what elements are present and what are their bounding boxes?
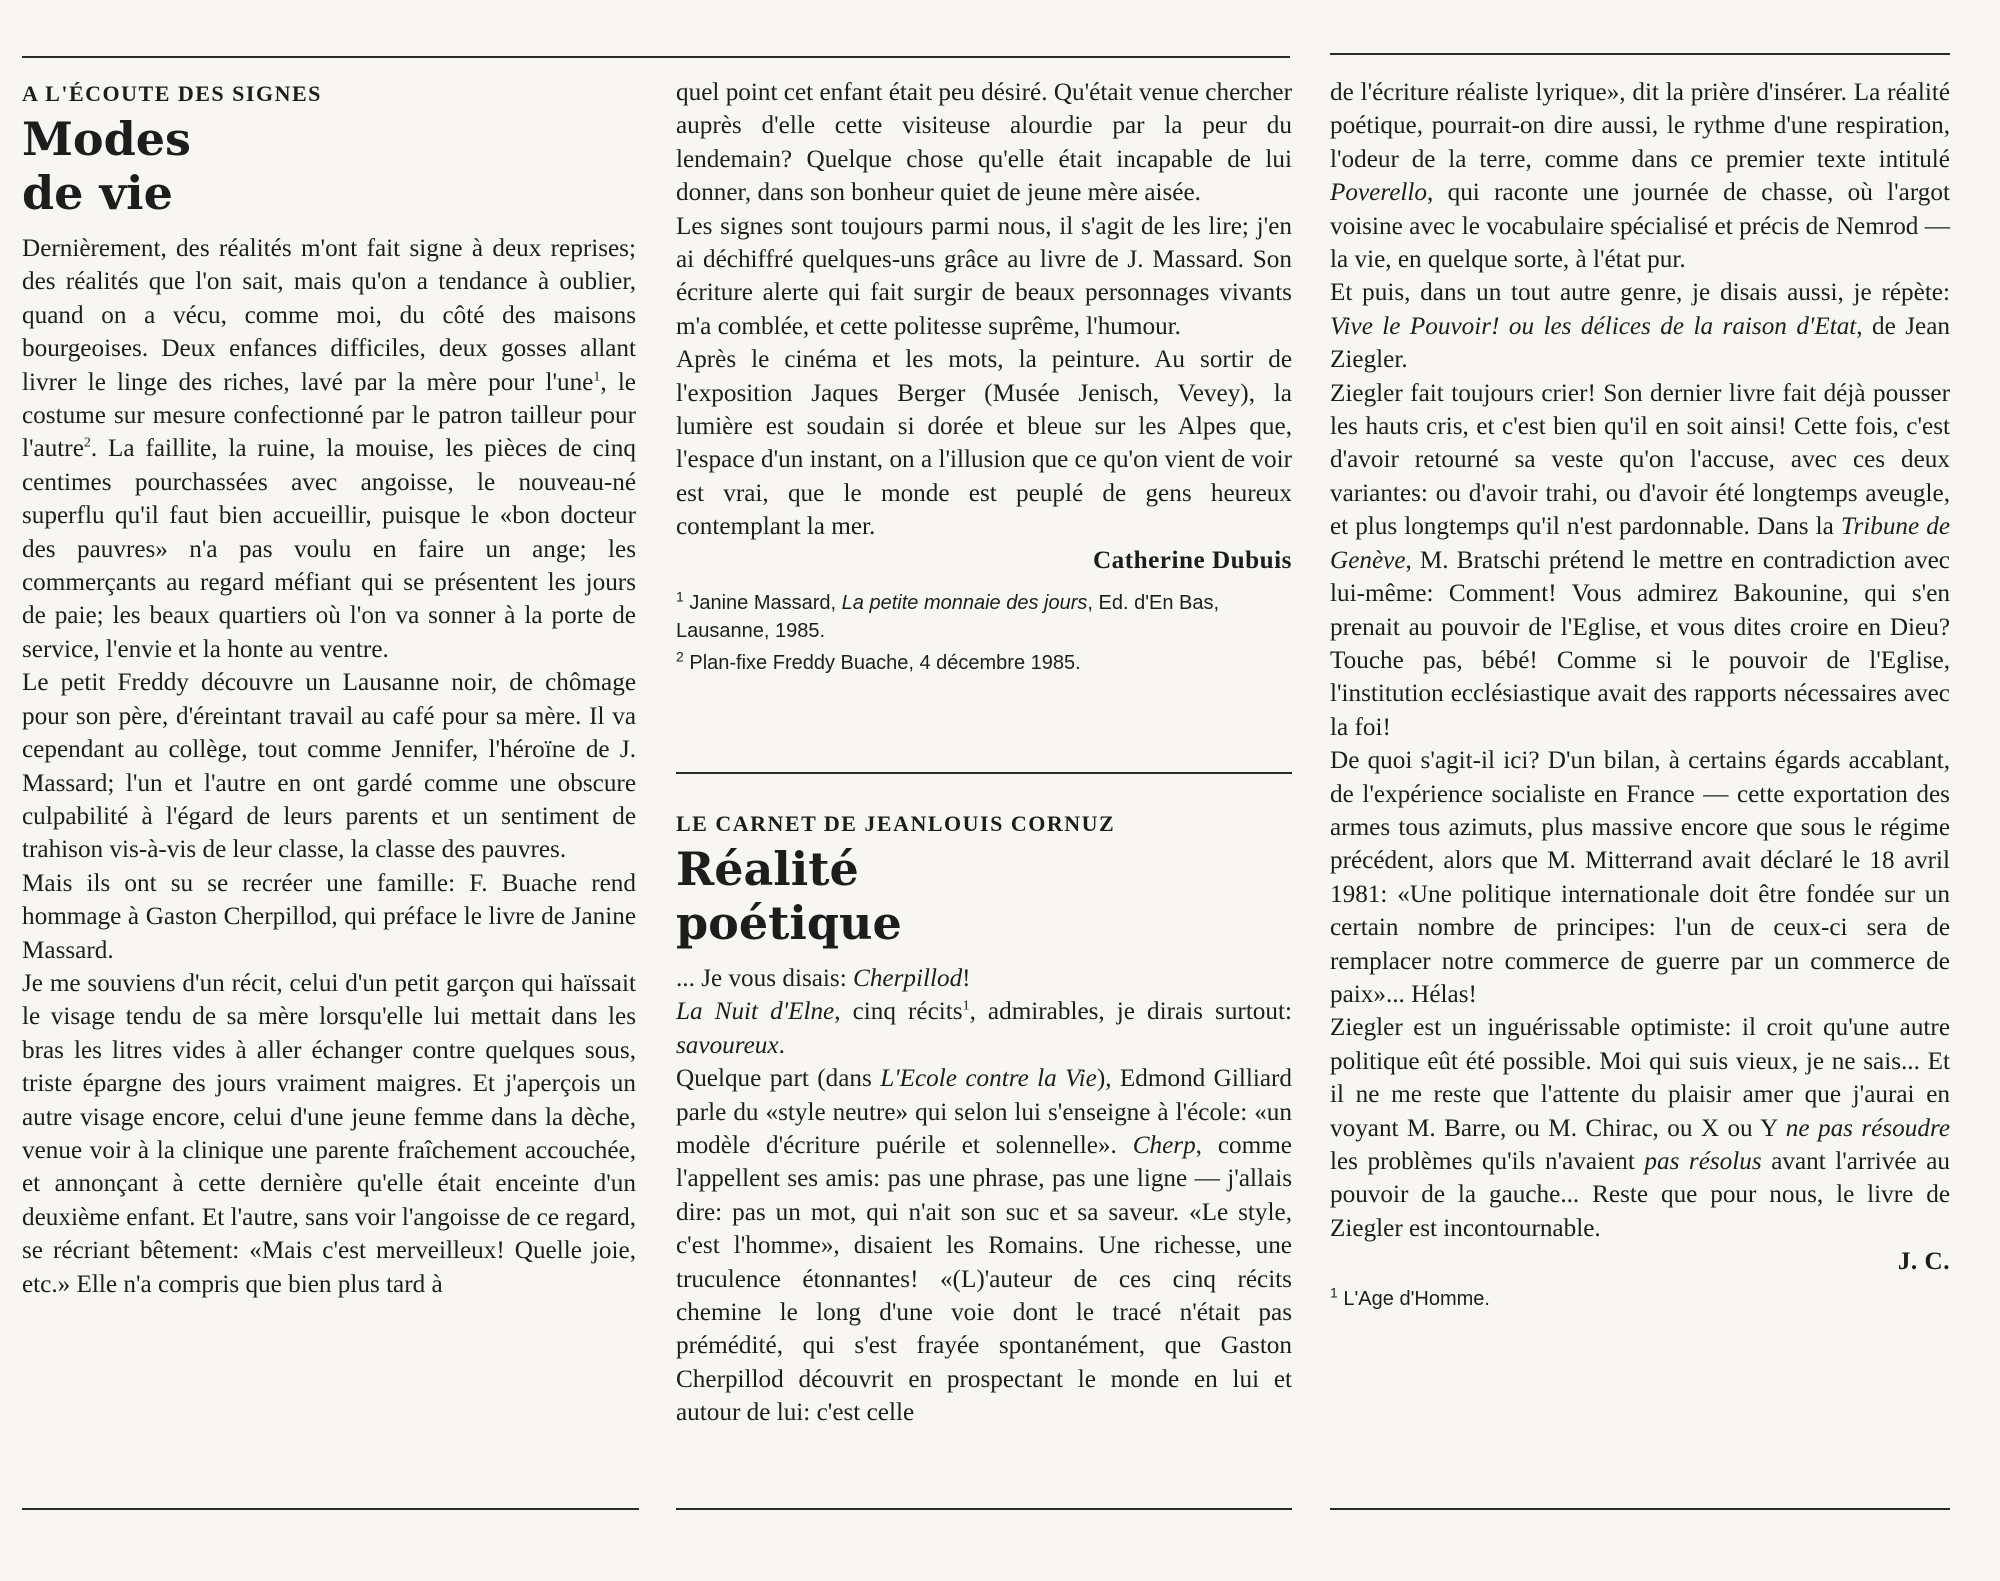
title-line: Réalité: [676, 842, 859, 896]
text-run: , de Jean Ziegler.: [1330, 312, 1950, 374]
paragraph: Le petit Freddy découvre un Lausanne noir, de chômage pour son père, d'éreintant travail au café pour sa mère. Il va cependant au collège, tout comme Jennifer, l'héroïne de J. Massard; l'un et l'autre en ont gardé comme une obscure culpabilité à l'égard de leurs parents et un sentiment de trahison vis-à-vis de leur classe, la classe des pauvres.: [22, 669, 636, 864]
paragraph: [1330, 1011, 1950, 1245]
column-center-article: [676, 810, 1292, 1430]
emphasis: Cherpillod: [853, 965, 963, 992]
paragraph: [22, 232, 636, 666]
text-run: Ziegler fait toujours crier! Son dernier livre fait déjà pousser les hauts cris, et c'est bien qu'il en soit ainsi! Cette fois, c'est d'avoir retourné sa veste qu'on l'accuse, avec ces deux variantes: ou d'avoir trahi, ou d'avoir été longtemps aveugle, et plus longtemps qu'il n'est pardonnable. Dans la: [1330, 379, 1950, 541]
footnote-ref: 1: [962, 999, 970, 1015]
paragraph: Après le cinéma et les mots, la peinture. Au sortir de l'exposition Jaques Berger (Musée Jenisch, Vevey), la lumière est soudain si dorée et bleue sur les Alpes que, l'espace d'un instant, on a l'illusion que ce qu'on vient de voir est vrai, que le monde est peuplé de gens heureux contemplant la mer.: [676, 346, 1292, 541]
text-run: . La faillite, la ruine, la mouise, les pièces de cinq centimes pourchassées avec angoisse, le nouveau-né superflu qu'il faut bien accueillir, puisque le «bon docteur des pauvres» n'a pas voulu en faire un ange; les commerçants au regard méfiant qui se présentent les jours de paie; les beaux quartiers où l'on va sonner à la porte de service, l'envie et la honte au ventre.: [22, 435, 636, 663]
paragraph: [676, 995, 1292, 1062]
footnotes: [1330, 1285, 1950, 1313]
text-run: , Ed. d'En Bas, Lausanne, 1985.: [676, 592, 1220, 643]
book-title: La Nuit d'Elne: [676, 998, 835, 1026]
footnote: [676, 589, 1292, 645]
text-run: Et puis, dans un tout autre genre, je disais aussi, je répète:: [1330, 279, 1950, 307]
emphasis: ne pas résoudre: [1785, 1114, 1950, 1142]
text-run: Dernièrement, des réalités m'ont fait signe à deux reprises; des réalités que l'on sait, mais qu'on a tendance à oublier, quand on a vécu, comme moi, du côté des maisons bourgeoises. Deux enfances difficiles, deux gosses allant livrer le linge des riches, lavé par la mère pour l'une: [22, 235, 636, 396]
title-line: poétique: [676, 896, 902, 950]
text-run: Janine Massard,: [689, 592, 842, 615]
article-title: [22, 112, 636, 220]
text-run: Quelque part (dans: [676, 1065, 881, 1093]
text-run: avant l'arrivée au pouvoir de la gauche... Reste que pour nous, le livre de Ziegler est incontournable.: [1330, 1148, 1951, 1242]
book-title: Vive le Pouvoir! ou les délices de la raison d'Etat: [1330, 312, 1857, 340]
footnote-number: 2: [676, 648, 684, 665]
bottom-rule-left: [22, 1508, 639, 1510]
text-run: !: [962, 965, 971, 992]
emphasis: pas résolus: [1644, 1148, 1762, 1175]
text-run: Ziegler est un inguérissable optimiste: il croit qu'une autre politique eût été possible. Moi qui suis vieux, je ne sais... Et il ne me reste que l'attente du plaisir amer que j'aurai en voyant M. Barre, ou M. Chirac, ou X ou Y: [1330, 1014, 1950, 1142]
book-title: L'Ecole contre la Vie: [880, 1065, 1097, 1093]
paragraph: De quoi s'agit-il ici? D'un bilan, à certains égards accablant, de l'expérience socialiste en France — cette exportation des armes tous azimuts, plus massive encore que sous le régime précédent, alors que M. Mitterrand avait déclaré le 18 avril 1981: «Une politique internationale doit être fondée sur un certain nombre de principes: l'un de ceux-ci sera de remplacer notre commerce de guerre par un commerce de paix»... Hélas!: [1330, 747, 1950, 1008]
text-run: ... Je vous disais:: [676, 965, 854, 992]
text-run: L'Age d'Homme.: [1343, 1287, 1490, 1310]
emphasis: savoureux: [676, 1031, 779, 1059]
book-title: La petite monnaie des jours: [841, 592, 1088, 615]
footnote: [676, 649, 1292, 677]
paragraph: [1330, 76, 1950, 276]
text-run: , qui raconte une journée de chasse, où l'argot voisine avec le vocabulaire spécialisé et précis de Nemrod — la vie, en quelque sorte, à l'état pur.: [1330, 179, 1950, 274]
paragraph: Les signes sont toujours parmi nous, il s'agit de les lire; j'en ai déchiffré quelques-uns grâce au livre de J. Massard. Son écriture alerte qui fait surgir de beaux personnages vivants m'a comblée, et cette politesse suprême, l'humour.: [676, 212, 1292, 340]
emphasis: Cherp: [1132, 1132, 1196, 1160]
text-run: , M. Bratschi prétend le mettre en contradiction avec lui-même: Comment! Vous admirez Bakounine, qui s'en prenait au pouvoir de l'Eglise, et vous dites croire en Dieu? Touche pas, bébé! Comme si le pouvoir de l'Eglise, l'institution ecclésiastique avait des rapports nécessaires avec la foi!: [1330, 546, 1950, 741]
footnote: [1330, 1285, 1950, 1313]
text-run: .: [778, 1031, 785, 1059]
paragraph: [676, 962, 1292, 995]
bottom-rule-center: [676, 1508, 1292, 1510]
text-run: , le costume sur mesure confectionné par le patron tailleur pour l'autre: [22, 368, 636, 463]
paragraph: Mais ils ont su se recréer une famille: F. Buache rend hommage à Gaston Cherpillod, qui préface le livre de Janine Massard.: [22, 869, 636, 964]
text-run: , cinq récits: [834, 998, 963, 1026]
top-rule-right: [1330, 53, 1950, 55]
paragraph: [676, 1062, 1292, 1429]
section-kicker: A L'ÉCOUTE DES SIGNES: [22, 81, 322, 106]
column-right: [1330, 76, 1950, 1317]
title-line: de vie: [22, 166, 173, 220]
text-run: de l'écriture réaliste lyrique», dit la prière d'insérer. La réalité poétique, pourrait-on dire aussi, le rythme d'une respiration, l'odeur de la terre, comme dans ce premier texte intitulé: [1330, 79, 1950, 173]
footnote-ref: 2: [83, 436, 91, 452]
top-rule-left: [22, 56, 1290, 58]
column-center: [676, 76, 1292, 681]
text-run: Plan-fixe Freddy Buache, 4 décembre 1985.: [689, 652, 1081, 675]
paragraph: [1330, 377, 1950, 744]
author-signature: J. C.: [1897, 1248, 1950, 1276]
paragraph: Je me souviens d'un récit, celui d'un petit garçon qui haïssait le visage tendu de sa mère lorsqu'elle lui mettait dans les bras les litres vides à aller échanger contre quelques sous, triste épargne des jours vraiment maigres. Et j'aperçois un autre visage encore, celui d'une jeune femme dans la dèche, venue voir à la clinique une parente fraîchement accouchée, et annonçant à cette dernière qu'elle était enceinte d'un deuxième enfant. Et l'autre, sans voir l'angoisse de ce regard, se récriant bêtement: «Mais c'est merveilleux! Quelle joie, etc.» Elle n'a compris que bien plus tard à: [22, 969, 636, 1298]
column-left: [22, 80, 636, 1301]
text-run: , comme l'appellent ses amis: pas une phrase, pas une ligne — j'allais dire: pas un mot, qui n'ait son suc et sa saveur. «Le style, c'est l'homme», disaient les Romains. Une richesse, une truculence étonnantes! «(L)'auteur de ces cinq récits chemine le long d'une voie dont le tracé n'était pas prémédité, qui s'est frayée spontanément, que Gaston Cherpillod découvrit en prospectant le monde en lui et autour de lui: c'est celle: [676, 1132, 1292, 1427]
section-kicker: LE CARNET DE JEANLOUIS CORNUZ: [676, 811, 1116, 836]
paragraph: [1330, 276, 1950, 376]
bottom-rule-right: [1330, 1508, 1950, 1510]
book-title: Poverello: [1330, 179, 1427, 207]
text-run: ), Edmond Gilliard parle du «style neutre» qui selon lui s'enseigne à l'école: «un modèle d'écriture puérile et solennelle».: [676, 1065, 1292, 1160]
text-run: les problèmes qu'ils n'avaient: [1330, 1148, 1645, 1175]
author-signature: Catherine Dubuis: [1092, 546, 1292, 574]
publication-title: Tribune de Genève: [1330, 513, 1950, 574]
article-title: [676, 842, 1292, 950]
text-run: , admirables, je dirais surtout:: [969, 998, 1292, 1026]
footnote-number: 1: [1330, 1283, 1338, 1300]
footnote-number: 1: [676, 588, 684, 605]
title-line: Modes: [22, 112, 191, 166]
paragraph: quel point cet enfant était peu désiré. Qu'était venue chercher auprès d'elle cette visiteuse alourdie par la peur du lendemain? Quelque chose qu'elle était incapable de lui donner, dans son bonheur quiet de jeune mère aisée.: [676, 79, 1292, 207]
footnote-ref: 1: [593, 369, 601, 385]
footnotes: [676, 589, 1292, 677]
mid-rule-center: [676, 772, 1292, 774]
